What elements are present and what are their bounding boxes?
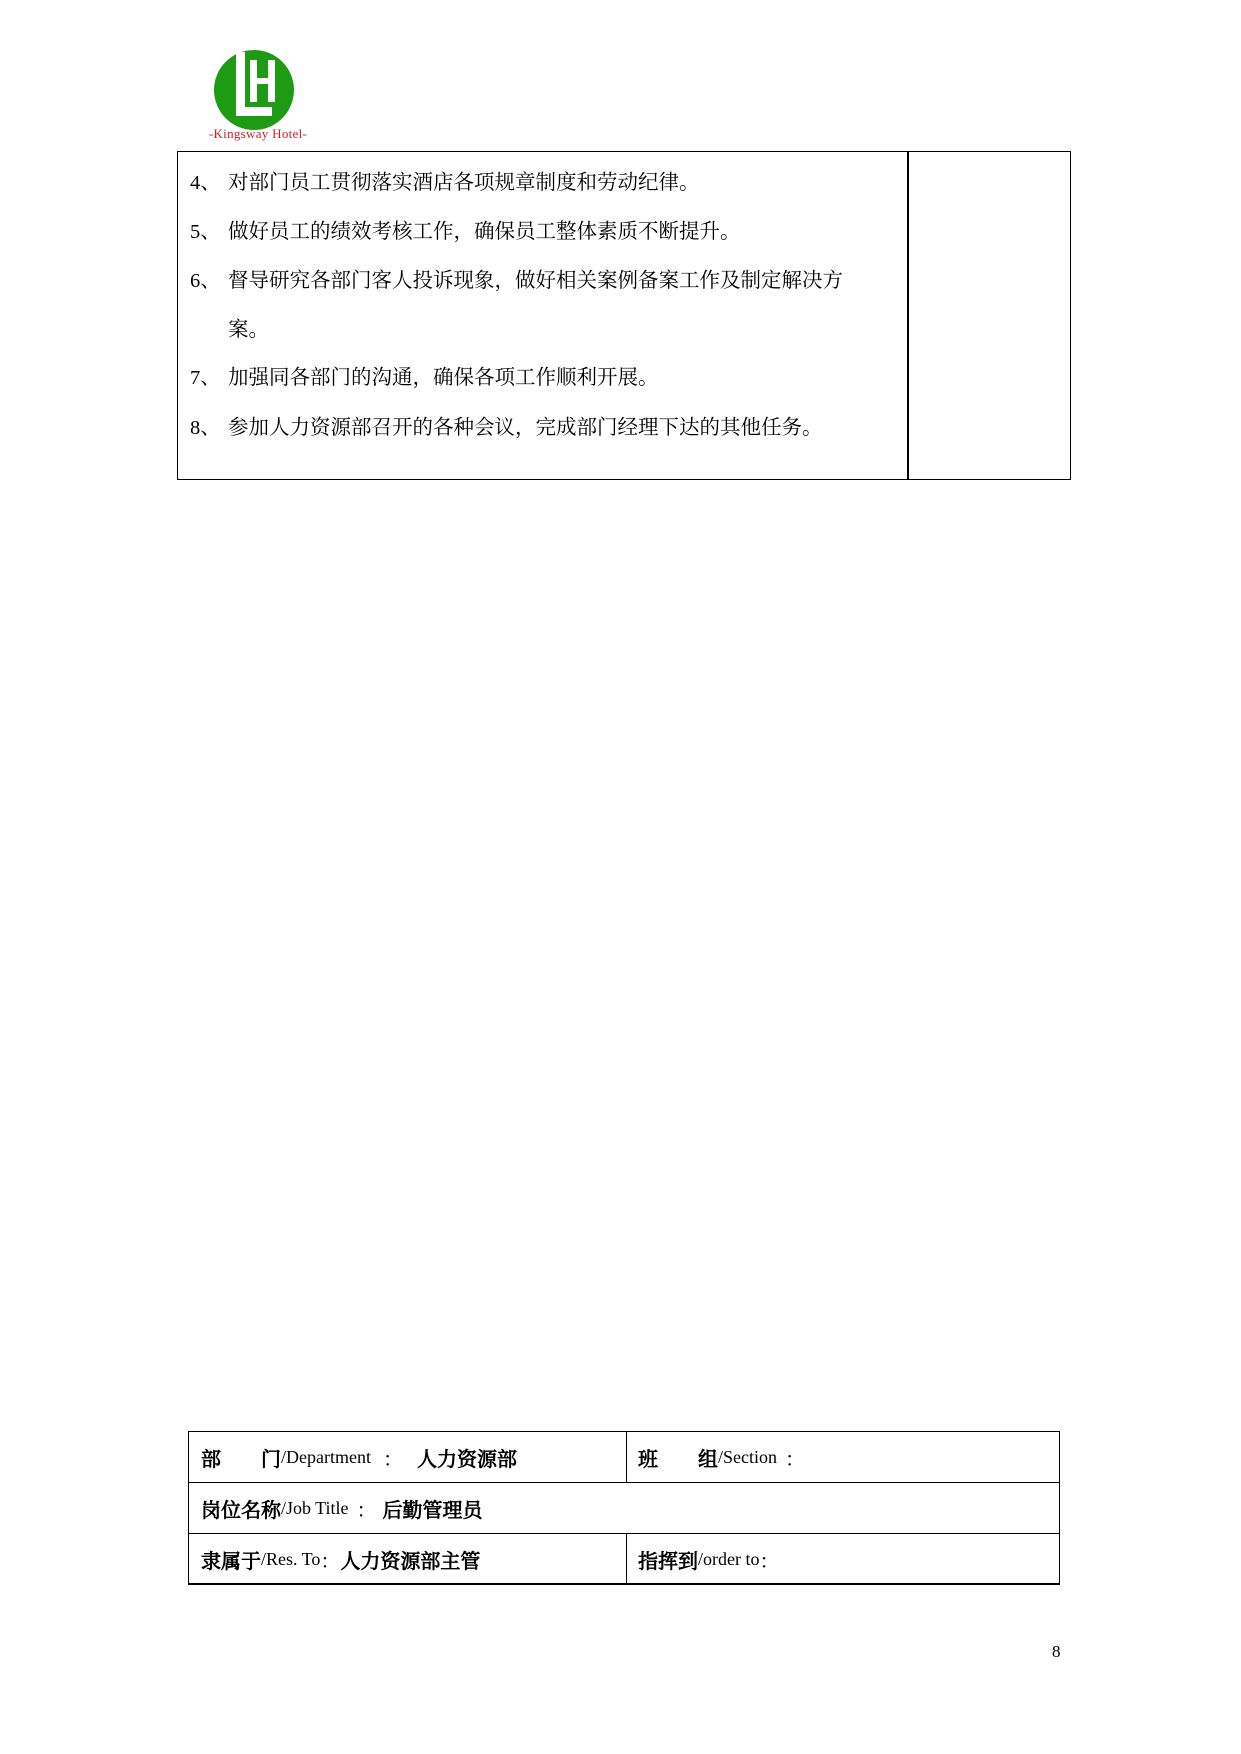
kingsway-logo-icon [210, 46, 298, 134]
reports-to-label: 隶属于 [201, 1548, 261, 1573]
duty-text: 督导研究各部门客人投诉现象，做好相关案例备案工作及制定解决方 [228, 268, 843, 292]
job-title-cell [201, 1483, 483, 1533]
job-title-label-en: /Job Title [281, 1497, 349, 1518]
duty-number: 6、 [190, 270, 221, 292]
department-cell [201, 1432, 517, 1482]
duty-number: 7、 [190, 367, 221, 389]
duties-table [177, 151, 1071, 480]
order-to-label: 指挥到 [638, 1548, 698, 1573]
reports-to-value: 人力资源部主管 [340, 1548, 481, 1573]
section-cell [638, 1432, 805, 1482]
duty-item [190, 165, 905, 195]
duty-text: 参加人力资源部召开的各种会议，完成部门经理下达的其他任务。 [228, 415, 823, 439]
duty-number: 8、 [190, 417, 221, 439]
table-column-divider [626, 1432, 627, 1482]
duty-item [190, 214, 905, 244]
hotel-logo [196, 46, 320, 146]
duty-item [190, 360, 905, 390]
job-title-value: 后勤管理员 [382, 1497, 483, 1522]
job-info-table [188, 1431, 1060, 1585]
duty-text-continuation: 案。 [228, 317, 269, 341]
duties-column-divider [907, 152, 909, 479]
reports-to-cell [201, 1534, 480, 1584]
department-label: 部 门 [201, 1446, 281, 1471]
duty-item [190, 263, 905, 293]
section-colon: ： [785, 1446, 805, 1471]
page-number: 8 [1052, 1642, 1061, 1661]
duty-text: 加强同各部门的沟通，确保各项工作顺利开展。 [228, 365, 659, 389]
table-column-divider [626, 1533, 627, 1584]
duty-text: 做好员工的绩效考核工作，确保员工整体素质不断提升。 [228, 219, 741, 243]
section-label-en: /Section [718, 1446, 777, 1467]
job-title-colon: ： [356, 1497, 377, 1522]
duty-number: 4、 [190, 172, 221, 194]
department-value: 人力资源部 [416, 1446, 517, 1471]
reports-to-label-en: /Res. To [261, 1548, 321, 1569]
department-colon: ： [382, 1446, 403, 1471]
duty-item [190, 410, 905, 440]
order-to-colon: ： [759, 1548, 780, 1573]
duty-number: 5、 [190, 221, 221, 243]
job-title-label: 岗位名称 [201, 1497, 281, 1522]
duty-text: 对部门员工贯彻落实酒店各项规章制度和劳动纪律。 [228, 170, 700, 194]
department-label-en: /Department [281, 1446, 371, 1467]
logo-tagline: -Kingsway Hotel- [208, 126, 308, 141]
order-to-cell [638, 1534, 779, 1584]
reports-to-colon: ： [320, 1548, 341, 1573]
section-label: 班 组 [638, 1446, 718, 1471]
order-to-label-en: /order to [698, 1548, 760, 1569]
